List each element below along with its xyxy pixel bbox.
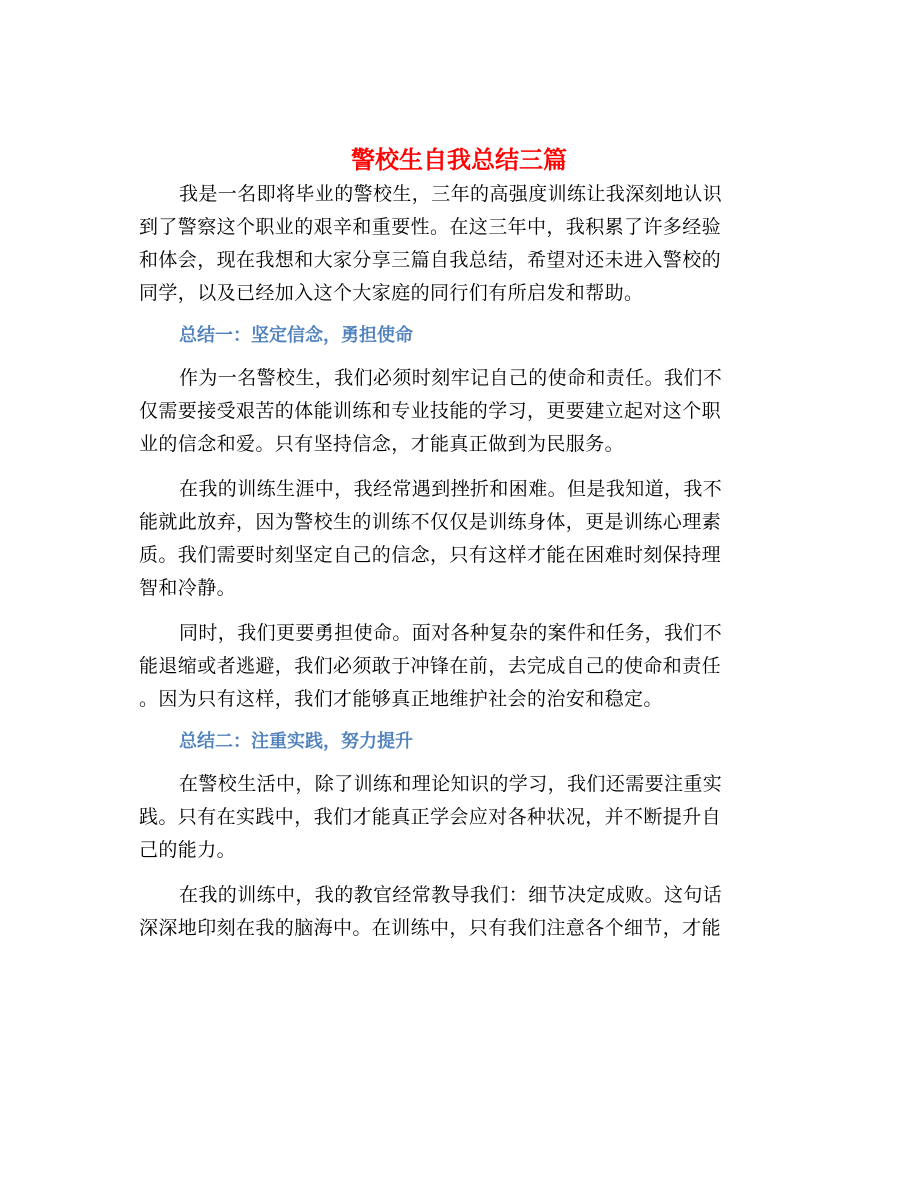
document-title: 警校生自我总结三篇: [351, 145, 567, 174]
section2-paragraph-2: [139, 879, 779, 945]
text-line: 。因为只有这样，我们才能够真正地维护社会的治安和稳定。: [139, 688, 663, 710]
text-line: 同时，我们更要勇担使命。面对各种复杂的案件和任务，我们不: [179, 622, 723, 644]
text-line: 仅需要接受艰苦的体能训练和专业技能的学习，更要建立起对这个职: [139, 400, 722, 422]
text-line: 质。我们需要时刻坚定自己的信念，只有这样才能在困难时刻保持理: [139, 544, 722, 566]
text-line: 和体会，现在我想和大家分享三篇自我总结，希望对还未进入警校的: [139, 249, 722, 271]
section-heading-1: 总结一：坚定信念，勇担使命: [179, 325, 413, 346]
section2-paragraph-1: [139, 768, 779, 867]
text-line: 践。只有在实践中，我们才能真正学会应对各种状况，并不断提升自: [139, 806, 722, 828]
text-line: 在我的训练中，我的教官经常教导我们：细节决定成败。这句话: [179, 884, 723, 906]
text-line: 能就此放弃，因为警校生的训练不仅仅是训练身体，更是训练心理素: [139, 511, 722, 533]
text-line: 我是一名即将毕业的警校生，三年的高强度训练让我深刻地认识: [179, 183, 723, 205]
section-heading-2: 总结二：注重实践，努力提升: [179, 731, 413, 752]
section1-paragraph-1: [139, 362, 779, 461]
text-line: 己的能力。: [139, 839, 237, 861]
text-line: 到了警察这个职业的艰辛和重要性。在这三年中，我积累了许多经验: [139, 216, 722, 238]
text-line: 深深地印刻在我的脑海中。在训练中，只有我们注意各个细节，才能: [139, 917, 722, 939]
section1-paragraph-3: [139, 617, 779, 716]
section1-paragraph-2: [139, 473, 779, 605]
text-line: 在我的训练生涯中，我经常遇到挫折和困难。但是我知道，我不: [179, 478, 723, 500]
text-line: 在警校生活中，除了训练和理论知识的学习，我们还需要注重实: [179, 773, 723, 795]
text-line: 智和冷静。: [139, 577, 237, 599]
intro-paragraph: [139, 178, 779, 310]
text-line: 同学，以及已经加入这个大家庭的同行们有所启发和帮助。: [139, 282, 644, 304]
document-body: [139, 142, 779, 945]
text-line: 作为一名警校生，我们必须时刻牢记自己的使命和责任。我们不: [179, 367, 723, 389]
text-line: 业的信念和爱。只有坚持信念，才能真正做到为民服务。: [139, 433, 625, 455]
text-line: 能退缩或者逃避，我们必须敢于冲锋在前，去完成自己的使命和责任: [139, 655, 722, 677]
